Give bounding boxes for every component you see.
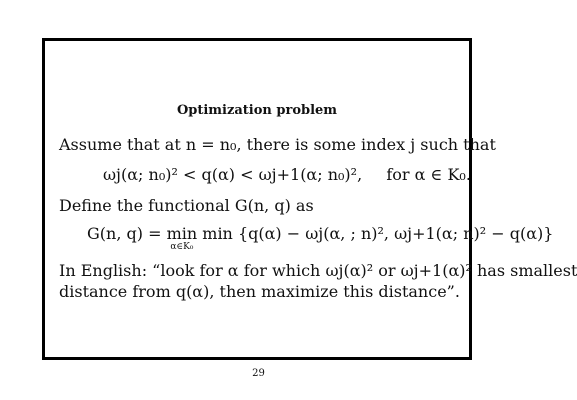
equation-inequality-main: ωj(α; n₀)² < q(α) < ωj+1(α; n₀)², [103, 165, 363, 184]
min-operator: min [166, 224, 198, 243]
page-number: 29 [252, 368, 265, 379]
slide-frame [42, 38, 577, 360]
equation-functional-rhs: min {q(α) − ωj(α, ; n)², ωj+1(α; n)² − q(α)} [202, 224, 554, 243]
equation-functional-min [167, 224, 198, 252]
min-subscript: α∈K₀ [170, 242, 194, 252]
equation-inequality-condition: for α ∈ K₀. [386, 165, 471, 184]
intro-text: Assume that at n = n₀, there is some index j such that [59, 135, 496, 154]
english-line-1: In English: “look for α for which ωj(α)² or ωj+1(α)² has smallest [59, 261, 577, 280]
define-text: Define the functional G(n, q) as [59, 196, 314, 215]
slide-title: Optimization problem [176, 103, 338, 118]
equation-functional [87, 224, 553, 252]
english-line-2: distance from q(α), then maximize this distance”. [59, 282, 460, 301]
equation-functional-lhs: G(n, q) = [87, 224, 162, 243]
equation-inequality [103, 165, 471, 184]
